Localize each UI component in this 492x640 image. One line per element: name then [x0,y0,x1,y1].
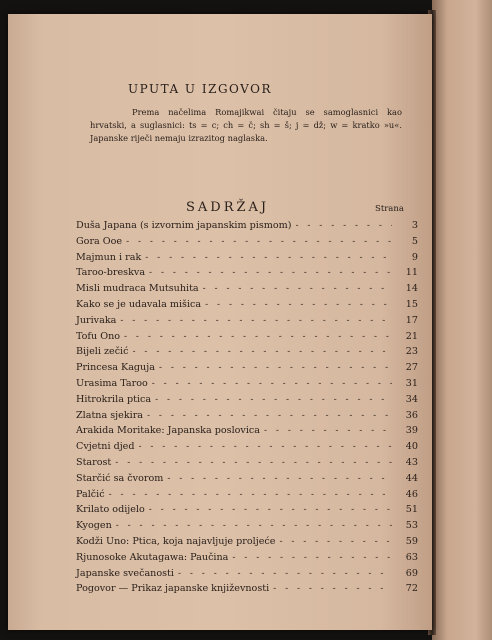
toc-entry-page: 34 [405,393,418,405]
toc-entry-page: 31 [405,377,418,389]
toc-entry [76,473,418,489]
toc-entry-title: Kako se je udavala mišica [76,298,202,310]
toc-entry [76,425,418,441]
toc-entry [76,283,418,299]
toc-entry [76,331,418,347]
toc-leader-dots [116,521,392,531]
pronunciation-guide-text: Prema načelima Romajikwai čitaju se samoglasnici kao hrvatski, a suglasnici: ts = c; ch = č; sh = š; j = dž; w = kratko »u«. Japanske riječi nemaju izrazitog naglaska. [90,107,402,143]
toc-entry-page: 11 [405,267,418,279]
pronunciation-guide-title: UPUTA U IZGOVOR [128,82,272,96]
toc-entry [76,441,418,457]
contents-title: SADRŽAJ [186,200,270,215]
toc-entry-title: Gora Ooe [76,235,123,247]
toc-entry-title: Arakida Moritake: Japanska poslovica [76,425,261,437]
toc-entry [76,220,418,236]
toc-leader-dots [124,332,392,342]
toc-entry-page: 27 [405,362,418,374]
toc-entry [76,410,418,426]
toc-entry-title: Urasima Taroo [76,377,148,389]
toc-entry-title: Rjunosoke Akutagawa: Paučina [76,551,229,563]
toc-leader-dots [232,553,392,563]
toc-leader-dots [279,537,392,547]
table-of-contents [76,220,418,599]
toc-entry [76,315,418,331]
toc-entry-title: Starost [76,456,112,468]
toc-entry-title: Kodži Uno: Ptica, koja najavljuje proljeće [76,535,276,547]
toc-entry [76,252,418,268]
toc-leader-dots [133,347,392,357]
toc-entry [76,236,418,252]
toc-leader-dots [109,490,392,500]
adjacent-page-edge [432,0,492,640]
toc-leader-dots [139,442,393,452]
toc-leader-dots [155,395,392,405]
toc-entry [76,536,418,552]
toc-entry [76,457,418,473]
toc-leader-dots [115,458,392,468]
toc-entry [76,394,418,410]
toc-leader-dots [264,426,392,436]
toc-leader-dots [205,300,392,310]
toc-leader-dots [203,284,392,294]
toc-entry-title: Taroo-breskva [76,267,146,279]
toc-leader-dots [167,474,392,484]
toc-entry-page: 39 [405,425,418,437]
toc-entry [76,489,418,505]
toc-entry [76,520,418,536]
toc-entry [76,267,418,283]
book-page [8,14,432,630]
toc-entry-title: Princesa Kaguja [76,362,155,374]
page-column-label: Strana [375,204,404,214]
toc-entry-page: 15 [405,298,418,310]
toc-entry-title: Bijeli zečić [76,346,129,358]
toc-entry [76,346,418,362]
toc-leader-dots [296,221,393,231]
toc-entry-page: 21 [405,330,418,342]
toc-entry [76,568,418,584]
toc-entry-title: Krilato odijelo [76,504,145,516]
toc-entry-title: Starčić sa čvorom [76,472,164,484]
toc-entry [76,299,418,315]
toc-entry-page: 43 [405,456,418,468]
toc-entry-page: 44 [405,472,418,484]
toc-entry-page: 53 [405,520,418,532]
toc-entry-page: 51 [405,504,418,516]
toc-entry-page: 3 [411,220,418,231]
toc-leader-dots [159,363,392,373]
toc-entry-title: Tofu Ono [76,330,121,342]
toc-entry-title: Cvjetni djed [76,441,135,453]
toc-leader-dots [147,411,392,421]
toc-entry-page: 5 [411,235,418,247]
toc-entry-title: Pogovor — Prikaz japanske književnosti [76,583,270,595]
toc-entry-title: Zlatna sjekira [76,409,144,421]
toc-entry-page: 36 [405,409,418,421]
toc-entry-page: 17 [405,314,418,326]
toc-leader-dots [149,505,392,515]
toc-leader-dots [145,253,392,263]
toc-leader-dots [152,379,392,389]
toc-leader-dots [120,316,392,326]
toc-leader-dots [178,569,392,579]
toc-entry-title: Kyogen [76,520,112,532]
toc-entry [76,378,418,394]
toc-entry-page: 72 [405,583,418,595]
toc-entry-title: Jurivaka [76,314,117,326]
toc-entry-page: 9 [411,251,418,263]
toc-entry [76,583,418,599]
toc-leader-dots [126,237,392,247]
toc-entry-title: Japanske svečanosti [76,567,174,579]
toc-entry [76,504,418,520]
toc-entry-title: Duša Japana (s izvornim japanskim pismom) [76,220,292,231]
toc-entry-page: 14 [405,283,418,295]
toc-entry-title: Hitrokrila ptica [76,393,152,405]
toc-entry-title: Majmun i rak [76,251,142,263]
toc-entry-page: 69 [405,567,418,579]
toc-entry-page: 63 [405,551,418,563]
toc-entry-page: 46 [405,488,418,500]
toc-leader-dots [273,584,392,594]
toc-entry-page: 40 [405,441,418,453]
toc-entry-title: Palčić [76,488,105,500]
toc-entry [76,362,418,378]
toc-entry [76,552,418,568]
toc-entry-page: 23 [405,346,418,358]
toc-leader-dots [149,268,392,278]
toc-entry-title: Misli mudraca Mutsuhita [76,283,199,295]
toc-entry-page: 59 [405,535,418,547]
